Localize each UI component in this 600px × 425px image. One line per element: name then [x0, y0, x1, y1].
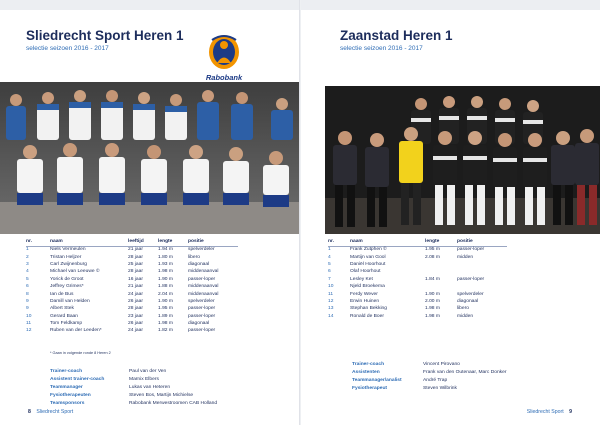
cell-name: Damill van Helden	[50, 298, 90, 304]
staff-role: Fysiotherapeuten	[50, 393, 91, 399]
roster-table	[328, 239, 507, 320]
staff-row	[50, 392, 217, 400]
cell-name: Daniël Hoorhout	[350, 261, 386, 267]
cell-pos: passer-loper	[188, 306, 216, 312]
cell-len: 1.82 m	[158, 328, 173, 334]
cell-len: 1.88 m	[158, 284, 173, 290]
cell-name: Lesley Ket	[350, 276, 373, 282]
table-row	[26, 290, 238, 297]
table-row	[328, 268, 507, 275]
cell-name: Ferdy Wever	[350, 291, 378, 297]
cell-nr: 9	[26, 298, 29, 304]
table-row	[26, 261, 238, 268]
cell-pos	[457, 261, 507, 268]
cell-len: 1.94 m	[158, 247, 173, 253]
staff-role: Teammanager	[50, 385, 83, 391]
page-subtitle: selectie seizoen 2016 - 2017	[26, 45, 109, 52]
cell-len: 2.08 m	[425, 254, 440, 260]
cell-nr: 10	[26, 313, 32, 319]
cell-len: 1.95 m	[158, 306, 173, 312]
cell-len: 1.89 m	[158, 313, 173, 319]
page-subtitle: selectie seizoen 2016 - 2017	[340, 45, 423, 52]
cell-pos: diagonaal	[457, 298, 479, 304]
staff-row	[352, 385, 506, 393]
table-row	[26, 327, 238, 334]
cell-nr: 12	[328, 298, 334, 304]
staff-row	[50, 384, 217, 392]
table-row	[328, 298, 507, 305]
staff-row	[352, 369, 506, 377]
page-footer	[24, 409, 73, 415]
cell-pos: spelverdeler	[188, 247, 215, 253]
column-header-nr: nr.	[328, 239, 350, 246]
cell-age: 26 jaar	[128, 298, 143, 304]
cell-pos: midden	[457, 254, 474, 260]
team-photo	[325, 86, 600, 234]
column-header-name: naam	[50, 239, 128, 246]
cell-age: 24 jaar	[128, 328, 143, 334]
cell-len: 1.90 m	[158, 298, 173, 304]
staff-name: Lukas van Heteren	[129, 385, 171, 391]
table-row	[328, 246, 507, 253]
cell-len: 1.90 m	[158, 276, 173, 282]
cell-name: Gerard Baan	[50, 313, 79, 319]
cell-nr: 5	[26, 276, 29, 282]
cell-pos: passer-loper	[188, 276, 216, 282]
cell-age: 25 jaar	[128, 261, 143, 267]
roster-table	[26, 239, 238, 335]
staff-name: Frank van den Outenaar, Marc Donker	[423, 370, 507, 376]
cell-len	[425, 268, 457, 275]
cell-pos: diagonaal	[188, 321, 210, 327]
staff-name: André Trap	[423, 378, 448, 384]
team-photo	[0, 82, 299, 234]
roster-footnote: * Gaan in volgende ronde 8 Heren 2	[50, 351, 111, 355]
staff-table	[352, 361, 506, 393]
cell-pos: passer-loper	[188, 313, 216, 319]
cell-pos: libero	[188, 254, 200, 260]
cell-nr: 6	[26, 284, 29, 290]
cell-name: Tristan Heljzer	[50, 254, 82, 260]
table-row	[328, 305, 507, 312]
cell-nr: 5	[328, 261, 331, 267]
cell-age: 28 jaar	[128, 306, 143, 312]
rabobank-logo	[204, 30, 244, 88]
page-title: Zaanstad Heren 1	[340, 28, 453, 43]
cell-nr: 6	[328, 269, 331, 275]
column-header-name: naam	[350, 239, 425, 246]
staff-role: Assistenten	[352, 370, 380, 376]
page-footer	[527, 409, 576, 415]
table-row	[26, 276, 238, 283]
cell-len: 1.80 m	[158, 254, 173, 260]
staff-role: Teammanager/analist	[352, 378, 402, 384]
cell-pos: diagonaal	[188, 261, 210, 267]
cell-pos: middenaanval	[188, 284, 219, 290]
staff-role: Fysiotherapeut	[352, 386, 388, 392]
staff-name: Steven Bos, Martijn Michielse	[129, 393, 194, 399]
page-number: 9	[569, 409, 572, 415]
cell-name: Ronald de Boer	[350, 313, 384, 319]
staff-row	[50, 376, 217, 384]
cell-nr: 12	[26, 328, 32, 334]
cell-age: 28 jaar	[128, 269, 143, 275]
cell-nr: 4	[328, 254, 331, 260]
cell-age: 21 jaar	[128, 247, 143, 253]
cell-len: 1.98 m	[425, 313, 440, 319]
cell-pos: passer-loper	[457, 276, 485, 282]
cell-pos	[457, 268, 507, 275]
cell-nr: 10	[328, 284, 334, 290]
table-row	[328, 261, 507, 268]
right-page	[301, 10, 600, 425]
cell-name: Niels Vermeulen	[50, 247, 86, 253]
table-row	[328, 253, 507, 260]
cell-pos: spelverdeler	[457, 291, 484, 297]
footer-label: Sliedrecht Sport	[36, 409, 74, 415]
cell-name: Yorick de Groot	[50, 276, 84, 282]
cell-age: 16 jaar	[128, 276, 143, 282]
footer-label: Sliedrecht Sport	[526, 409, 564, 415]
cell-pos: middenaanval	[188, 269, 219, 275]
table-row	[26, 253, 238, 260]
table-header-row	[26, 239, 238, 246]
column-header-len: lengte	[425, 239, 457, 246]
table-row	[26, 305, 238, 312]
table-row	[26, 313, 238, 320]
cell-nr: 11	[26, 321, 32, 327]
cell-pos: midden	[457, 313, 474, 319]
cell-nr: 11	[328, 291, 334, 297]
table-row	[328, 276, 507, 283]
staff-row	[352, 361, 506, 369]
staff-row	[50, 368, 217, 376]
cell-name: Olaf Hoorhout	[350, 269, 381, 275]
logo-wordmark: Rabobank	[205, 73, 243, 82]
cell-nr: 2	[26, 254, 29, 260]
cell-name: Ruben van der Leeden*	[50, 328, 102, 334]
cell-name: Albert Stek	[50, 306, 74, 312]
cell-name: Michael van Leeuwe ©	[50, 269, 100, 275]
cell-nr: 1	[328, 247, 331, 253]
table-row	[328, 283, 507, 290]
column-header-age: leeftijd	[128, 239, 158, 246]
staff-name: Steven Wilbrink	[423, 386, 457, 392]
left-page	[0, 10, 299, 425]
column-header-pos: positie	[188, 239, 238, 246]
cell-len: 1.98 m	[158, 269, 173, 275]
cell-name: Jeffrey Grimes*	[50, 284, 84, 290]
cell-pos: middenaanval	[188, 291, 219, 297]
staff-role: Teamsponsors	[50, 401, 85, 406]
cell-len: 1.93 m	[158, 261, 173, 267]
cell-pos: passer-loper	[188, 328, 216, 334]
table-row	[328, 313, 507, 320]
cell-pos: libero	[457, 306, 469, 312]
cell-len: 2.04 m	[158, 291, 173, 297]
staff-name: Marnix Elbers	[129, 377, 159, 383]
cell-name: Erwin Huinen	[350, 298, 380, 304]
cell-len: 2.00 m	[425, 298, 440, 304]
cell-age: 21 jaar	[128, 284, 143, 290]
column-header-len: lengte	[158, 239, 188, 246]
staff-role: Assistent trainer-coach	[50, 377, 105, 383]
cell-age: 24 jaar	[128, 291, 143, 297]
staff-name: Rabobank Merwestroomen CAB Holland	[129, 401, 218, 406]
cell-nr: 7	[328, 276, 331, 282]
staff-table	[50, 368, 217, 407]
cell-len	[425, 283, 457, 290]
cell-age: 26 jaar	[128, 321, 143, 327]
cell-len: 1.98 m	[425, 306, 440, 312]
column-header-nr: nr.	[26, 239, 50, 246]
staff-name: Paul van der Ven	[129, 369, 167, 375]
cell-len	[425, 261, 457, 268]
cell-name: Stephan Bekking	[350, 306, 387, 312]
cell-nr: 14	[328, 313, 334, 319]
cell-len: 1.98 m	[158, 321, 173, 327]
table-row	[26, 283, 238, 290]
cell-pos: spelverdeler	[188, 298, 215, 304]
cell-name: Tom Feldkamp	[50, 321, 83, 327]
cell-nr: 1	[26, 247, 29, 253]
cell-len: 1.84 m	[425, 276, 440, 282]
staff-row	[50, 400, 217, 408]
table-row	[26, 268, 238, 275]
staff-row	[352, 377, 506, 385]
staff-name: Vincent Pirovano	[423, 362, 460, 368]
cell-age: 23 jaar	[128, 313, 143, 319]
table-row	[26, 298, 238, 305]
staff-role: Trainer-coach	[50, 369, 83, 375]
cell-name: Frank Zutphen ©	[350, 247, 387, 253]
cell-nr: 4	[26, 269, 29, 275]
cell-nr: 8	[26, 291, 29, 297]
cell-name: Carl Zwijnenburg	[50, 261, 87, 267]
table-row	[26, 246, 238, 253]
page-number: 8	[28, 409, 31, 415]
staff-role: Trainer-coach	[352, 362, 385, 368]
cell-age: 28 jaar	[128, 254, 143, 260]
cell-pos: passer-loper	[457, 247, 485, 253]
table-header-row	[328, 239, 507, 246]
cell-name: Njeld Broekema	[350, 284, 385, 290]
page-title: Sliedrecht Sport Heren 1	[26, 28, 184, 43]
cell-nr: 13	[328, 306, 334, 312]
table-row	[26, 320, 238, 327]
cell-name: Martijn van Gool	[350, 254, 386, 260]
table-row	[328, 290, 507, 297]
cell-len: 1.95 m	[425, 247, 440, 253]
cell-nr: 3	[26, 261, 29, 267]
cell-pos	[457, 283, 507, 290]
cell-len: 1.90 m	[425, 291, 440, 297]
cell-name: Ian de Bus	[50, 291, 74, 297]
column-header-pos: positie	[457, 239, 507, 246]
cell-nr: 9	[26, 306, 29, 312]
rabobank-emblem-icon	[204, 30, 244, 72]
